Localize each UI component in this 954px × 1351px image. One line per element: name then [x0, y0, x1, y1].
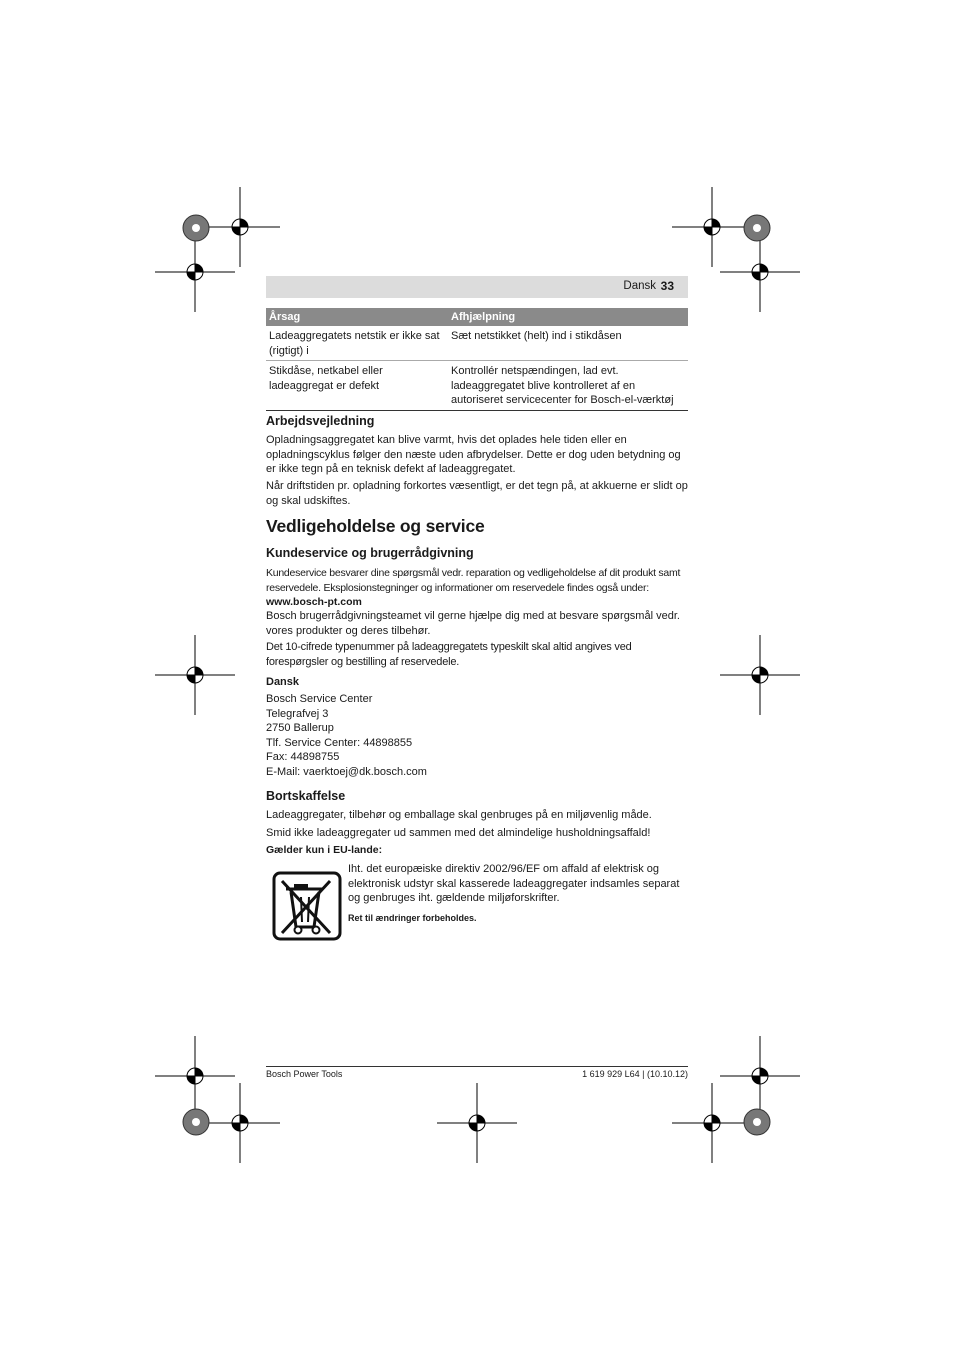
eu-directive-text: Iht. det europæiske direktiv 2002/96/EF om affald af elektrisk og elektronisk udstyr skal kasserede ladeaggregater indsamles separat og genbruges iht. gældende miljøforskrifter. — [348, 863, 680, 905]
address-line: Bosch Service Center — [266, 693, 373, 705]
heading-bortskaffelse: Bortskaffelse — [266, 789, 346, 803]
heading-vedligeholdelse: Vedligeholdelse og service — [266, 516, 485, 536]
crop-mark — [672, 187, 752, 267]
crop-mark — [155, 635, 235, 715]
header-language: Dansk — [623, 280, 656, 292]
crop-mark — [200, 1083, 280, 1163]
crop-mark — [155, 232, 235, 312]
column-header-cause: Årsag — [266, 308, 448, 326]
crop-mark — [720, 232, 800, 312]
color-wheel-mark — [744, 215, 770, 241]
paragraph-arbejds-2: Når driftstiden pr. opladning forkortes væsentligt, er det tegn på, at akkuerne er slidt op og skal udskiftes. — [266, 480, 688, 507]
address-line: E-Mail: vaerktoej@dk.bosch.com — [266, 765, 427, 778]
crop-mark — [200, 187, 280, 267]
paragraph-bort-2: Smid ikke ladeaggregater ud sammen med det almindelige husholdningsaffald! — [266, 827, 651, 839]
paragraph-bort-1: Ladeaggregater, tilbehør og emballage skal genbruges på en miljøvenlig måde. — [266, 809, 652, 821]
paragraph-kundeservice-3: Det 10-cifrede typenummer på ladeaggregatets typeskilt skal altid angives ved forespørgsler og bestilling af reservedele. — [266, 641, 632, 668]
crop-mark — [155, 1036, 235, 1116]
crop-mark — [720, 1036, 800, 1116]
address-country: Dansk — [266, 676, 300, 688]
table-cell: Sæt netstikket (helt) ind i stikdåsen — [448, 326, 688, 361]
color-wheel-mark — [744, 1109, 770, 1135]
link-bosch-url[interactable]: www.bosch-pt.com — [266, 596, 362, 608]
paragraph-kundeservice-2: Bosch brugerrådgivningsteamet vil gerne hjælpe dig med at besvare spørgsmål vedr. vores produkter og deres tilbehør. — [266, 610, 680, 637]
heading-kundeservice: Kundeservice og brugerrådgivning — [266, 546, 474, 560]
crop-mark — [720, 635, 800, 715]
color-wheel-mark — [183, 1109, 209, 1135]
eu-label: Gælder kun i EU-lande: — [266, 844, 383, 856]
table-cell: Kontrollér netspændingen, lad evt. ladeaggregatet blive kontrolleret af en autoriseret servicecenter for Bosch-el-værktøj — [448, 361, 688, 411]
address-line: Telegrafvej 3 — [266, 707, 329, 720]
heading-arbejdsvejledning: Arbejdsvejledning — [266, 414, 375, 428]
color-wheel-mark — [183, 215, 209, 241]
change-notice: Ret til ændringer forbeholdes. — [348, 913, 477, 923]
column-header-remedy: Afhjælpning — [448, 308, 688, 326]
crop-mark — [672, 1083, 752, 1163]
page-number: 33 — [660, 279, 674, 293]
paragraph-arbejds-1: Opladningsaggregatet kan blive varmt, hvis det oplades hele tiden eller en opladningscyklus følger den næste uden afbrydelser. Dette er dog uden betydning og er ikke tegn på en teknisk defekt af ladeaggregatet. — [266, 434, 681, 476]
address-line: Fax: 44898755 — [266, 751, 340, 763]
table-cell: Stikdåse, netkabel eller ladeaggregat er defekt — [266, 361, 448, 411]
footer-brand: Bosch Power Tools — [266, 1069, 343, 1079]
crop-mark — [437, 1083, 517, 1163]
table-cell: Ladeaggregatets netstik er ikke sat (rigtigt) i — [266, 326, 448, 361]
address-line: Tlf. Service Center: 44898855 — [266, 736, 413, 749]
footer-docnumber: 1 619 929 L64 | (10.10.12) — [582, 1069, 688, 1079]
paragraph-kundeservice-1: Kundeservice besvarer dine spørgsmål vedr. reparation og vedligeholdelse af dit produkt samt reservedele. Eksplosionstegninger og informationer om reservedele findes også under: — [266, 567, 681, 594]
address-line: 2750 Ballerup — [266, 722, 334, 734]
